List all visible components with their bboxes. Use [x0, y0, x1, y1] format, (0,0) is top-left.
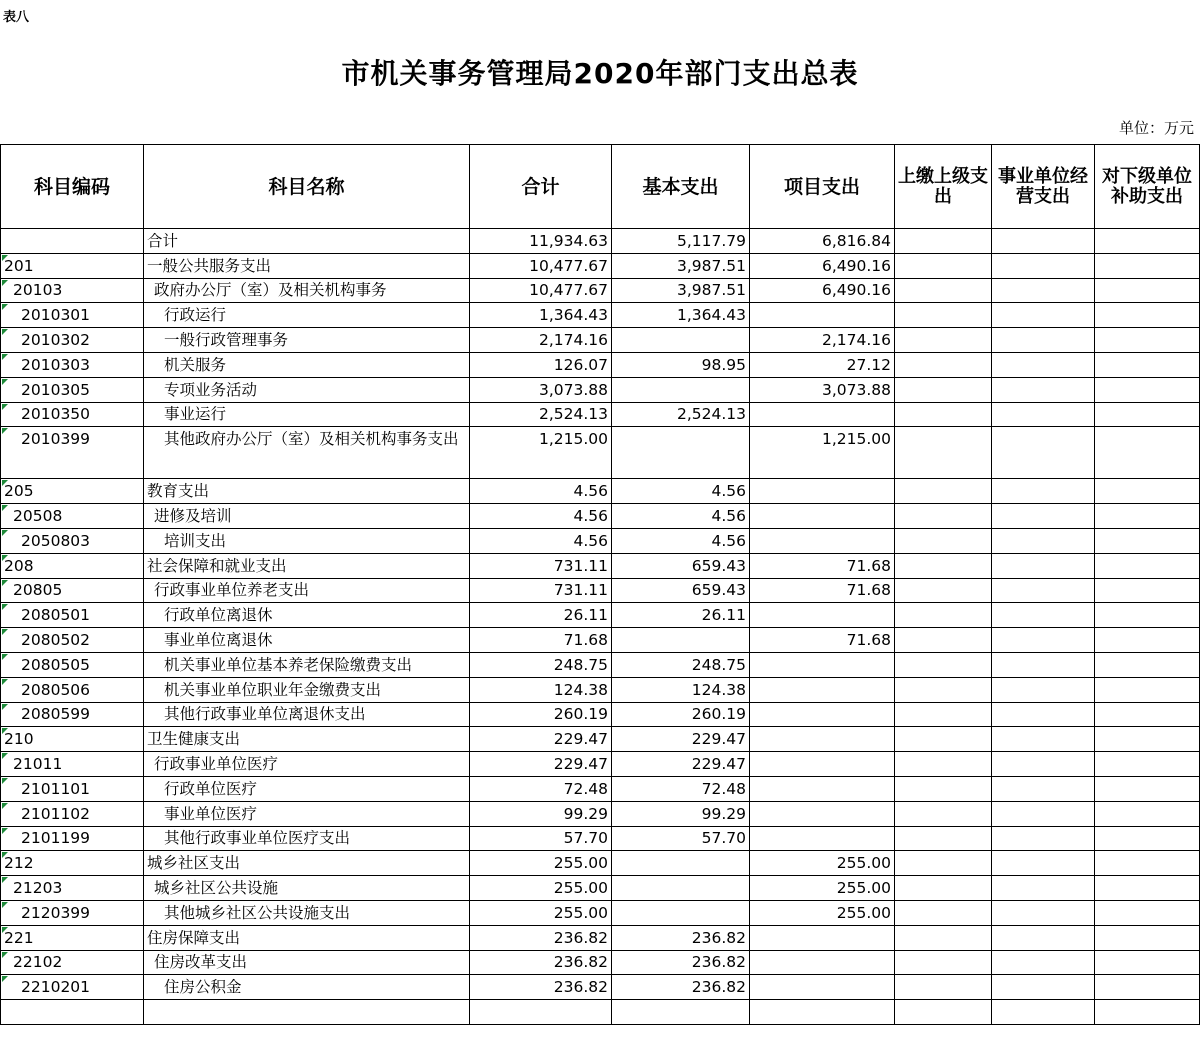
code-cell: 2010350	[1, 402, 144, 427]
upper-cell	[895, 504, 992, 529]
business-cell	[992, 950, 1095, 975]
project-cell	[750, 801, 895, 826]
total-cell: 236.82	[470, 950, 612, 975]
code-cell: 20508	[1, 504, 144, 529]
code-cell: 2010305	[1, 377, 144, 402]
subsidy-cell	[1095, 628, 1200, 653]
business-cell	[992, 900, 1095, 925]
basic-cell	[612, 900, 750, 925]
basic-cell: 659.43	[612, 578, 750, 603]
code-cell	[1, 229, 144, 254]
project-cell: 6,816.84	[750, 229, 895, 254]
upper-cell	[895, 578, 992, 603]
subsidy-cell	[1095, 801, 1200, 826]
project-cell	[750, 826, 895, 851]
upper-cell	[895, 826, 992, 851]
business-cell	[992, 1000, 1095, 1025]
total-cell: 255.00	[470, 876, 612, 901]
upper-cell	[895, 377, 992, 402]
subsidy-cell	[1095, 776, 1200, 801]
name-cell: 其他行政事业单位医疗支出	[144, 826, 470, 851]
upper-cell	[895, 303, 992, 328]
basic-cell	[612, 328, 750, 353]
name-cell: 事业运行	[144, 402, 470, 427]
project-cell	[750, 702, 895, 727]
basic-cell: 99.29	[612, 801, 750, 826]
project-cell	[750, 504, 895, 529]
table-row	[1, 628, 1200, 653]
name-cell: 行政单位医疗	[144, 776, 470, 801]
name-cell: 行政事业单位养老支出	[144, 578, 470, 603]
business-cell	[992, 377, 1095, 402]
project-cell	[750, 975, 895, 1000]
business-cell	[992, 925, 1095, 950]
code-cell: 22102	[1, 950, 144, 975]
subsidy-cell	[1095, 975, 1200, 1000]
code-cell: 2010399	[1, 427, 144, 479]
table-row	[1, 479, 1200, 504]
basic-cell	[612, 427, 750, 479]
basic-cell: 124.38	[612, 677, 750, 702]
subsidy-cell	[1095, 702, 1200, 727]
upper-cell	[895, 628, 992, 653]
table-row	[1, 900, 1200, 925]
subsidy-cell	[1095, 603, 1200, 628]
total-cell: 731.11	[470, 578, 612, 603]
business-cell	[992, 303, 1095, 328]
upper-cell	[895, 278, 992, 303]
header-upper: 上缴上级支出	[895, 145, 992, 229]
project-cell: 71.68	[750, 628, 895, 653]
name-cell: 其他城乡社区公共设施支出	[144, 900, 470, 925]
business-cell	[992, 427, 1095, 479]
project-cell	[750, 925, 895, 950]
subsidy-cell	[1095, 229, 1200, 254]
table-row	[1, 352, 1200, 377]
total-cell: 255.00	[470, 900, 612, 925]
subsidy-cell	[1095, 402, 1200, 427]
basic-cell: 4.56	[612, 479, 750, 504]
code-cell: 2050803	[1, 528, 144, 553]
subsidy-cell	[1095, 377, 1200, 402]
business-cell	[992, 752, 1095, 777]
project-cell: 255.00	[750, 900, 895, 925]
subsidy-cell	[1095, 352, 1200, 377]
upper-cell	[895, 925, 992, 950]
project-cell	[750, 603, 895, 628]
project-cell	[750, 727, 895, 752]
name-cell: 合计	[144, 229, 470, 254]
upper-cell	[895, 801, 992, 826]
project-cell	[750, 677, 895, 702]
table-row	[1, 504, 1200, 529]
name-cell: 专项业务活动	[144, 377, 470, 402]
project-cell	[750, 1000, 895, 1025]
business-cell	[992, 528, 1095, 553]
upper-cell	[895, 253, 992, 278]
project-cell: 1,215.00	[750, 427, 895, 479]
project-cell: 3,073.88	[750, 377, 895, 402]
header-name: 科目名称	[144, 145, 470, 229]
subsidy-cell	[1095, 427, 1200, 479]
total-cell: 229.47	[470, 727, 612, 752]
total-cell: 57.70	[470, 826, 612, 851]
upper-cell	[895, 900, 992, 925]
project-cell	[750, 528, 895, 553]
code-cell: 2101199	[1, 826, 144, 851]
total-cell: 4.56	[470, 528, 612, 553]
subsidy-cell	[1095, 851, 1200, 876]
subsidy-cell	[1095, 925, 1200, 950]
table-row	[1, 1000, 1200, 1025]
upper-cell	[895, 727, 992, 752]
table-row	[1, 801, 1200, 826]
total-cell: 1,364.43	[470, 303, 612, 328]
name-cell: 事业单位离退休	[144, 628, 470, 653]
total-cell: 236.82	[470, 975, 612, 1000]
business-cell	[992, 876, 1095, 901]
code-cell: 201	[1, 253, 144, 278]
project-cell: 71.68	[750, 553, 895, 578]
total-cell: 72.48	[470, 776, 612, 801]
total-cell: 3,073.88	[470, 377, 612, 402]
total-cell: 731.11	[470, 553, 612, 578]
table-row	[1, 528, 1200, 553]
header-code: 科目编码	[1, 145, 144, 229]
upper-cell	[895, 677, 992, 702]
basic-cell: 2,524.13	[612, 402, 750, 427]
upper-cell	[895, 702, 992, 727]
name-cell: 城乡社区支出	[144, 851, 470, 876]
name-cell: 政府办公厅（室）及相关机构事务	[144, 278, 470, 303]
basic-cell: 229.47	[612, 727, 750, 752]
total-cell: 10,477.67	[470, 253, 612, 278]
table-row	[1, 278, 1200, 303]
table-row	[1, 826, 1200, 851]
name-cell: 其他行政事业单位离退休支出	[144, 702, 470, 727]
table-row	[1, 677, 1200, 702]
project-cell: 255.00	[750, 851, 895, 876]
name-cell: 进修及培训	[144, 504, 470, 529]
basic-cell: 72.48	[612, 776, 750, 801]
subsidy-cell	[1095, 504, 1200, 529]
total-cell: 26.11	[470, 603, 612, 628]
code-cell: 2080505	[1, 652, 144, 677]
subsidy-cell	[1095, 253, 1200, 278]
table-row	[1, 328, 1200, 353]
code-cell: 2080599	[1, 702, 144, 727]
business-cell	[992, 727, 1095, 752]
subsidy-cell	[1095, 826, 1200, 851]
total-cell: 255.00	[470, 851, 612, 876]
expenditure-table	[0, 144, 1200, 1025]
upper-cell	[895, 479, 992, 504]
table-row	[1, 925, 1200, 950]
project-cell: 255.00	[750, 876, 895, 901]
page-title: 市机关事务管理局2020年部门支出总表	[341, 57, 859, 90]
basic-cell: 3,987.51	[612, 253, 750, 278]
code-cell: 20103	[1, 278, 144, 303]
table-row	[1, 950, 1200, 975]
total-cell: 71.68	[470, 628, 612, 653]
code-cell: 2101101	[1, 776, 144, 801]
project-cell	[750, 752, 895, 777]
project-cell: 6,490.16	[750, 253, 895, 278]
table-row	[1, 975, 1200, 1000]
table-row	[1, 553, 1200, 578]
total-cell: 236.82	[470, 925, 612, 950]
upper-cell	[895, 1000, 992, 1025]
name-cell: 卫生健康支出	[144, 727, 470, 752]
upper-cell	[895, 652, 992, 677]
upper-cell	[895, 427, 992, 479]
name-cell: 事业单位医疗	[144, 801, 470, 826]
total-cell: 2,174.16	[470, 328, 612, 353]
business-cell	[992, 229, 1095, 254]
name-cell: 行政运行	[144, 303, 470, 328]
code-cell: 2010302	[1, 328, 144, 353]
table-row	[1, 578, 1200, 603]
name-cell: 培训支出	[144, 528, 470, 553]
business-cell	[992, 975, 1095, 1000]
name-cell: 行政单位离退休	[144, 603, 470, 628]
subsidy-cell	[1095, 727, 1200, 752]
name-cell: 一般行政管理事务	[144, 328, 470, 353]
business-cell	[992, 479, 1095, 504]
code-cell: 212	[1, 851, 144, 876]
code-cell: 2010303	[1, 352, 144, 377]
business-cell	[992, 504, 1095, 529]
name-cell: 机关服务	[144, 352, 470, 377]
project-cell	[750, 402, 895, 427]
code-cell: 21203	[1, 876, 144, 901]
unit-label: 单位：万元	[1118, 119, 1194, 137]
business-cell	[992, 553, 1095, 578]
table-row	[1, 776, 1200, 801]
business-cell	[992, 578, 1095, 603]
code-cell: 2120399	[1, 900, 144, 925]
subsidy-cell	[1095, 553, 1200, 578]
total-cell: 4.56	[470, 504, 612, 529]
basic-cell: 4.56	[612, 504, 750, 529]
subsidy-cell	[1095, 677, 1200, 702]
total-cell: 4.56	[470, 479, 612, 504]
sheet-label: 表八	[3, 10, 30, 25]
upper-cell	[895, 328, 992, 353]
name-cell: 机关事业单位基本养老保险缴费支出	[144, 652, 470, 677]
table-row	[1, 303, 1200, 328]
upper-cell	[895, 851, 992, 876]
upper-cell	[895, 876, 992, 901]
basic-cell: 5,117.79	[612, 229, 750, 254]
basic-cell: 236.82	[612, 950, 750, 975]
basic-cell	[612, 628, 750, 653]
basic-cell	[612, 876, 750, 901]
project-cell	[750, 479, 895, 504]
table-row	[1, 377, 1200, 402]
business-cell	[992, 851, 1095, 876]
business-cell	[992, 702, 1095, 727]
basic-cell: 659.43	[612, 553, 750, 578]
subsidy-cell	[1095, 950, 1200, 975]
table-row	[1, 652, 1200, 677]
code-cell: 2210201	[1, 975, 144, 1000]
code-cell: 2101102	[1, 801, 144, 826]
upper-cell	[895, 603, 992, 628]
subsidy-cell	[1095, 278, 1200, 303]
total-cell: 126.07	[470, 352, 612, 377]
table-row	[1, 702, 1200, 727]
business-cell	[992, 253, 1095, 278]
basic-cell: 57.70	[612, 826, 750, 851]
project-cell: 27.12	[750, 352, 895, 377]
name-cell: 教育支出	[144, 479, 470, 504]
code-cell: 210	[1, 727, 144, 752]
subsidy-cell	[1095, 479, 1200, 504]
table-body	[1, 229, 1200, 1025]
business-cell	[992, 677, 1095, 702]
header-business: 事业单位经营支出	[992, 145, 1095, 229]
basic-cell: 260.19	[612, 702, 750, 727]
table-row	[1, 229, 1200, 254]
business-cell	[992, 328, 1095, 353]
subsidy-cell	[1095, 752, 1200, 777]
total-cell: 248.75	[470, 652, 612, 677]
business-cell	[992, 801, 1095, 826]
total-cell: 10,477.67	[470, 278, 612, 303]
project-cell	[750, 303, 895, 328]
subsidy-cell	[1095, 900, 1200, 925]
header-total: 合计	[470, 145, 612, 229]
subsidy-cell	[1095, 652, 1200, 677]
total-cell: 229.47	[470, 752, 612, 777]
basic-cell: 3,987.51	[612, 278, 750, 303]
table-row	[1, 851, 1200, 876]
name-cell: 住房改革支出	[144, 950, 470, 975]
subsidy-cell	[1095, 303, 1200, 328]
code-cell: 221	[1, 925, 144, 950]
basic-cell: 236.82	[612, 925, 750, 950]
business-cell	[992, 628, 1095, 653]
business-cell	[992, 652, 1095, 677]
basic-cell: 4.56	[612, 528, 750, 553]
name-cell: 住房公积金	[144, 975, 470, 1000]
basic-cell: 1,364.43	[612, 303, 750, 328]
upper-cell	[895, 553, 992, 578]
basic-cell: 26.11	[612, 603, 750, 628]
header-project: 项目支出	[750, 145, 895, 229]
project-cell: 71.68	[750, 578, 895, 603]
header-basic: 基本支出	[612, 145, 750, 229]
total-cell: 124.38	[470, 677, 612, 702]
upper-cell	[895, 776, 992, 801]
upper-cell	[895, 528, 992, 553]
total-cell	[470, 1000, 612, 1025]
business-cell	[992, 278, 1095, 303]
project-cell: 2,174.16	[750, 328, 895, 353]
header-subsidy: 对下级单位补助支出	[1095, 145, 1200, 229]
name-cell: 一般公共服务支出	[144, 253, 470, 278]
table-row	[1, 427, 1200, 479]
business-cell	[992, 776, 1095, 801]
code-cell: 2010301	[1, 303, 144, 328]
subsidy-cell	[1095, 876, 1200, 901]
basic-cell	[612, 1000, 750, 1025]
total-cell: 99.29	[470, 801, 612, 826]
subsidy-cell	[1095, 328, 1200, 353]
subsidy-cell	[1095, 1000, 1200, 1025]
subsidy-cell	[1095, 528, 1200, 553]
total-cell: 1,215.00	[470, 427, 612, 479]
total-cell: 2,524.13	[470, 402, 612, 427]
table-row	[1, 603, 1200, 628]
table-row	[1, 876, 1200, 901]
table-row	[1, 752, 1200, 777]
business-cell	[992, 603, 1095, 628]
code-cell: 2080501	[1, 603, 144, 628]
upper-cell	[895, 402, 992, 427]
business-cell	[992, 352, 1095, 377]
project-cell	[750, 652, 895, 677]
basic-cell	[612, 377, 750, 402]
project-cell: 6,490.16	[750, 278, 895, 303]
table-row	[1, 727, 1200, 752]
name-cell	[144, 1000, 470, 1025]
name-cell: 社会保障和就业支出	[144, 553, 470, 578]
code-cell: 2080506	[1, 677, 144, 702]
business-cell	[992, 402, 1095, 427]
name-cell: 住房保障支出	[144, 925, 470, 950]
upper-cell	[895, 950, 992, 975]
code-cell: 205	[1, 479, 144, 504]
basic-cell: 229.47	[612, 752, 750, 777]
table-row	[1, 402, 1200, 427]
basic-cell: 98.95	[612, 352, 750, 377]
basic-cell: 236.82	[612, 975, 750, 1000]
upper-cell	[895, 752, 992, 777]
upper-cell	[895, 352, 992, 377]
business-cell	[992, 826, 1095, 851]
code-cell: 20805	[1, 578, 144, 603]
name-cell: 城乡社区公共设施	[144, 876, 470, 901]
subsidy-cell	[1095, 578, 1200, 603]
name-cell: 行政事业单位医疗	[144, 752, 470, 777]
basic-cell: 248.75	[612, 652, 750, 677]
upper-cell	[895, 975, 992, 1000]
code-cell: 208	[1, 553, 144, 578]
name-cell: 机关事业单位职业年金缴费支出	[144, 677, 470, 702]
total-cell: 260.19	[470, 702, 612, 727]
header-row	[1, 145, 1200, 229]
total-cell: 11,934.63	[470, 229, 612, 254]
code-cell: 21011	[1, 752, 144, 777]
basic-cell	[612, 851, 750, 876]
project-cell	[750, 776, 895, 801]
code-cell: 2080502	[1, 628, 144, 653]
upper-cell	[895, 229, 992, 254]
project-cell	[750, 950, 895, 975]
code-cell	[1, 1000, 144, 1025]
table-row	[1, 253, 1200, 278]
name-cell: 其他政府办公厅（室）及相关机构事务支出	[144, 427, 470, 479]
